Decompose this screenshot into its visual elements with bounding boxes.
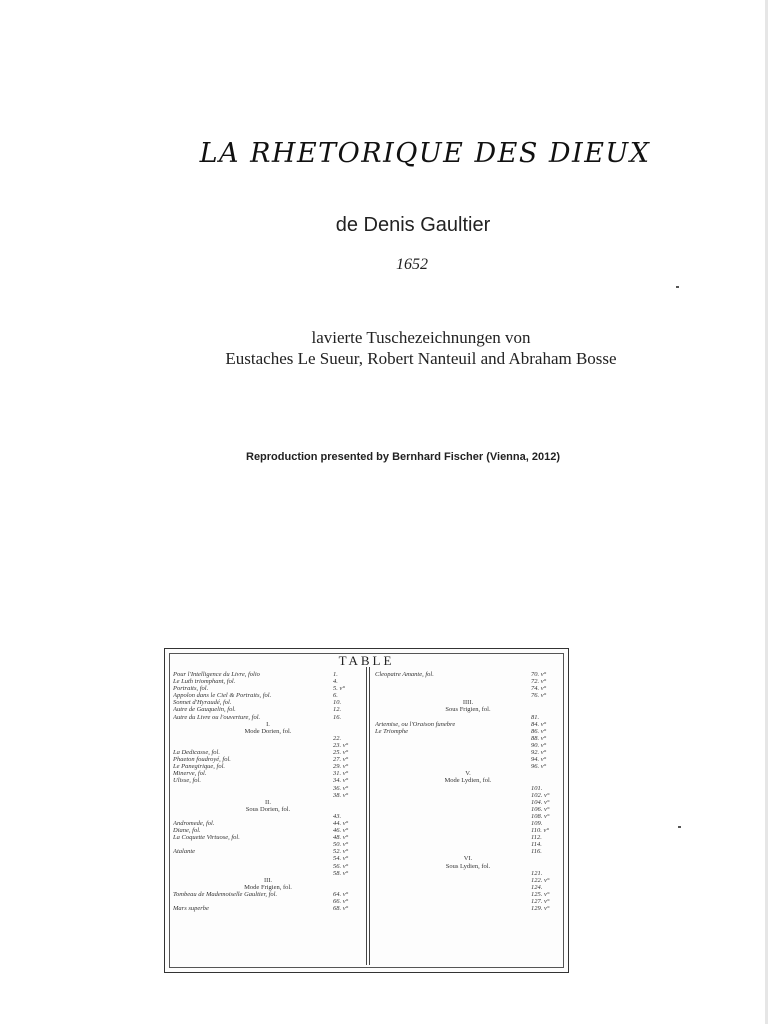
toc-entry (375, 692, 561, 699)
toc-entry-title: Atalante (173, 848, 196, 856)
toc-entry (375, 827, 561, 834)
toc-entry (173, 735, 363, 742)
toc-entry-title: Ulisse, fol. (173, 777, 201, 785)
toc-folio-number: 121. (531, 869, 543, 877)
toc-folio-number: 81. (531, 713, 540, 721)
toc-entry-title: II. (265, 798, 271, 806)
toc-folio-number: 108. v° (531, 812, 550, 820)
toc-folio-number: 106. v° (531, 805, 550, 813)
toc-entry-title: Diane, fol. (173, 827, 201, 835)
toc-entry (375, 905, 561, 912)
toc-folio-number: 109. (531, 819, 543, 827)
toc-folio-number: 70. v° (531, 671, 547, 678)
toc-folio-number: 66. v° (333, 898, 349, 905)
toc-entry-title: La Coquette Virtuose, fol. (173, 834, 240, 842)
toc-folio-number: 84. v° (531, 720, 547, 728)
toc-entry-title: Mode Frigien, fol. (244, 883, 292, 891)
toc-entry (173, 749, 363, 756)
toc-folio-number: 88. v° (531, 734, 547, 742)
toc-entry (173, 792, 363, 799)
toc-entry (375, 763, 561, 770)
toc-entry (173, 898, 363, 905)
toc-entry (375, 792, 561, 799)
toc-folio-number: 76. v° (531, 692, 547, 700)
toc-entry (173, 891, 363, 898)
toc-entry-title: IIII. (462, 699, 474, 707)
toc-entry (173, 777, 363, 784)
toc-section-heading (173, 884, 363, 891)
toc-section-heading (375, 777, 561, 784)
toc-folio-number: 96. v° (531, 763, 547, 771)
toc-entry (375, 785, 561, 792)
toc-folio-number: 12. (333, 706, 342, 714)
toc-entry-title: Artemise, ou l'Oraison funebre (375, 720, 456, 728)
toc-entry (173, 863, 363, 870)
toc-folio-number: 102. v° (531, 791, 550, 799)
toc-folio-number: 94. v° (531, 756, 547, 764)
toc-section-heading (173, 806, 363, 813)
author-line: de Denis Gaultier (335, 214, 491, 236)
toc-entry-title: Sonnet d'Hyraudé, fol. (173, 699, 232, 707)
reproduction-note: Reproduction presented by Bernhard Fischer (Vienna, 2012) (246, 451, 560, 463)
table-heading: TABLE (338, 653, 395, 668)
toc-entry (375, 891, 561, 898)
toc-folio-number: 112. (531, 834, 542, 842)
toc-entry (375, 749, 561, 756)
toc-folio-number: 92. v° (531, 749, 547, 757)
toc-folio-number: 1. (333, 671, 338, 678)
toc-section-heading (375, 855, 561, 862)
subtitle-line-2: Eustaches Le Sueur, Robert Nanteuil and Abraham Bosse (225, 349, 617, 368)
toc-entry-title: Autre de Gauquelin, fol. (173, 706, 236, 714)
toc-entry (173, 827, 363, 834)
toc-entry (173, 855, 363, 862)
toc-folio-number: 68. v° (333, 905, 349, 913)
toc-entry (173, 714, 363, 721)
toc-folio-number: 36. v° (333, 784, 349, 792)
toc-entry (375, 742, 561, 749)
toc-entry (375, 756, 561, 763)
toc-entry-title: Mode Lydien, fol. (444, 777, 492, 785)
toc-entry-title: Sous Dorien, fol. (245, 805, 291, 813)
toc-folio-number: 34. v° (333, 777, 349, 785)
toc-folio-number: 124. (531, 883, 543, 891)
toc-folio-number: 114. (531, 841, 542, 849)
toc-entry-title: Le Panegirique, fol. (173, 763, 225, 771)
toc-folio-number: 6. (333, 692, 338, 700)
toc-folio-number: 56. v° (333, 862, 349, 870)
toc-entry (375, 721, 561, 728)
toc-folio-number: 5. v° (333, 685, 345, 693)
toc-entry (375, 678, 561, 685)
toc-entry-title: Sous Frigien, fol. (445, 706, 491, 714)
toc-entry (173, 848, 363, 855)
toc-entry (375, 898, 561, 905)
toc-section-heading (375, 699, 561, 706)
toc-entry (173, 742, 363, 749)
toc-folio-number: 86. v° (531, 727, 547, 735)
toc-entry-title: V. (465, 770, 471, 778)
toc-folio-number: 25. v° (333, 749, 349, 757)
toc-entry (173, 699, 363, 706)
toc-folio-number: 52. v° (333, 848, 349, 856)
toc-section-heading (375, 863, 561, 870)
toc-folio-number: 38. v° (333, 791, 349, 799)
toc-entry-title: Pour l'Intelligence du Livre, folio (173, 671, 260, 678)
toc-entry-title: Portraits, fol. (173, 685, 209, 693)
scan-speck (676, 286, 679, 288)
toc-entry-title: Cleopatre Amante, fol. (375, 671, 434, 678)
toc-entry-title: Phaeton foudroyé, fol. (173, 756, 231, 764)
toc-entry (375, 848, 561, 855)
toc-folio-number: 104. v° (531, 798, 550, 806)
toc-entry-title: Autre du Livre ou l'ouverture, fol. (173, 713, 261, 721)
toc-entry-title: La Dedicasse, fol. (173, 749, 220, 757)
toc-folio-number: 44. v° (333, 819, 349, 827)
toc-folio-number: 64. v° (333, 890, 349, 898)
year: 1652 (396, 256, 428, 273)
toc-entry-title: Appolon dans le Ciel & Portraits, fol. (173, 692, 272, 700)
toc-right-column (375, 671, 561, 912)
toc-entry-title: VI. (463, 855, 473, 863)
toc-entry (375, 870, 561, 877)
toc-folio-number: 16. (333, 713, 342, 721)
toc-folio-number: 90. v° (531, 741, 547, 749)
toc-entry (375, 884, 561, 891)
toc-entry (173, 756, 363, 763)
toc-entry (375, 799, 561, 806)
toc-folio-number: 125. v° (531, 890, 550, 898)
toc-folio-number: 110. v° (531, 827, 550, 835)
toc-folio-number: 72. v° (531, 678, 547, 686)
toc-folio-number: 127. v° (531, 898, 550, 905)
toc-section-heading (375, 770, 561, 777)
toc-entry (173, 678, 363, 685)
toc-section-heading (173, 721, 363, 728)
toc-folio-number: 22. (333, 734, 342, 742)
toc-entry-title: I. (266, 720, 270, 728)
toc-entry (173, 706, 363, 713)
toc-entry (173, 692, 363, 699)
toc-entry (375, 685, 561, 692)
toc-section-heading (173, 799, 363, 806)
toc-folio-number: 50. v° (333, 841, 349, 849)
toc-folio-number: 58. v° (333, 869, 349, 877)
toc-folio-number: 116. (531, 848, 542, 856)
toc-folio-number: 43. (333, 812, 342, 820)
toc-entry (375, 728, 561, 735)
toc-entry-title: III. (263, 876, 273, 884)
toc-entry (173, 841, 363, 848)
toc-folio-number: 48. v° (333, 834, 349, 842)
toc-folio-number: 129. v° (531, 905, 550, 913)
toc-folio-number: 31. v° (333, 770, 349, 778)
toc-entry (173, 785, 363, 792)
toc-entry (375, 671, 561, 678)
toc-entry (375, 813, 561, 820)
toc-section-heading (173, 728, 363, 735)
toc-folio-number: 46. v° (333, 827, 349, 835)
toc-section-heading (173, 877, 363, 884)
toc-folio-number: 23. v° (333, 741, 349, 749)
toc-entry (173, 820, 363, 827)
document-title: LA RHETORIQUE DES DIEUX (199, 138, 651, 169)
toc-entry (173, 671, 363, 678)
toc-entry (375, 877, 561, 884)
toc-folio-number: 54. v° (333, 855, 349, 863)
toc-entry (375, 714, 561, 721)
toc-entry-title: Le Triomphe (375, 727, 409, 735)
toc-entry (173, 685, 363, 692)
toc-entry (173, 905, 363, 912)
toc-entry (375, 841, 561, 848)
toc-left-column (173, 671, 363, 912)
toc-entry (173, 770, 363, 777)
column-divider (369, 667, 370, 965)
toc-folio-number: 27. v° (333, 756, 349, 764)
toc-entry-title: Tombeau de Mademoiselle Gaultier, fol. (173, 890, 278, 898)
toc-entry-title: Mode Dorien, fol. (244, 727, 292, 735)
toc-folio-number: 122. v° (531, 876, 550, 884)
toc-entry (375, 806, 561, 813)
column-divider (366, 667, 367, 965)
toc-entry-title: Le Luth triomphant, fol. (173, 678, 236, 686)
toc-entry-title: Andromede, fol. (173, 819, 215, 827)
toc-entry (375, 834, 561, 841)
toc-entry-title: Mars superbe (173, 905, 209, 913)
toc-entry (173, 813, 363, 820)
toc-entry (173, 834, 363, 841)
toc-folio-number: 29. v° (333, 763, 349, 771)
toc-entry (375, 735, 561, 742)
subtitle-line-1: lavierte Tuschezeichnungen von (311, 328, 531, 347)
toc-folio-number: 74. v° (531, 685, 547, 693)
table-of-contents-plate (164, 648, 569, 973)
toc-folio-number: 10. (333, 699, 342, 707)
toc-entry (375, 820, 561, 827)
toc-folio-number: 4. (333, 678, 338, 686)
scan-speck (678, 826, 681, 828)
toc-entry (173, 870, 363, 877)
toc-folio-number: 101. (531, 784, 543, 792)
toc-entry (173, 763, 363, 770)
toc-section-heading (375, 706, 561, 713)
toc-entry-title: Minerve, fol. (173, 770, 207, 778)
toc-entry-title: Sous Lydien, fol. (445, 862, 491, 870)
